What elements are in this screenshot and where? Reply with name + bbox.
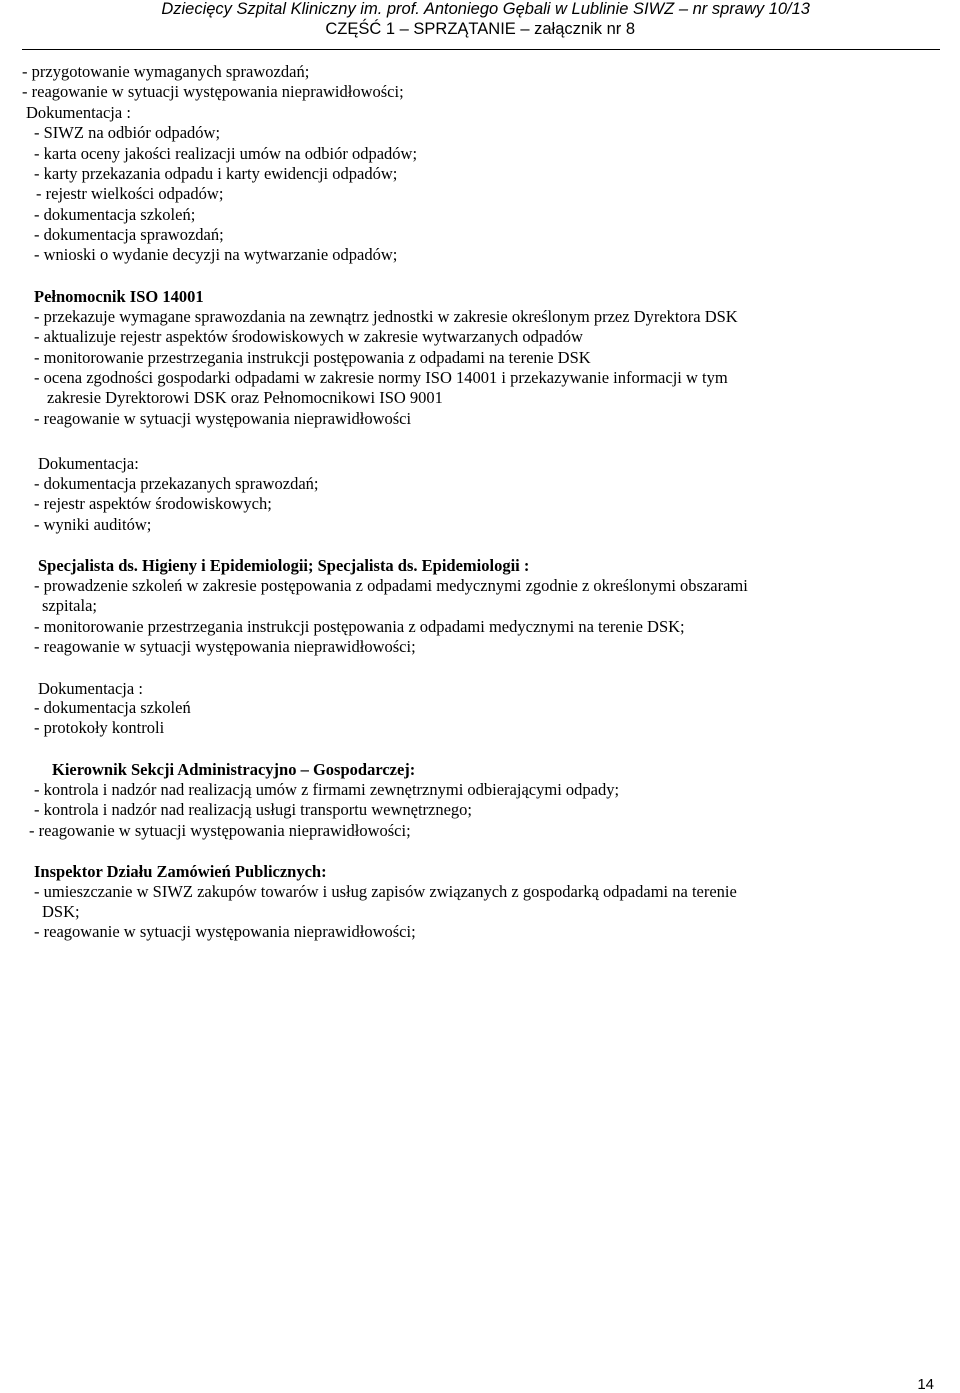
text-line: - karta oceny jakości realizacji umów na odbiór odpadów; <box>34 144 418 163</box>
text-line: - protokoły kontroli <box>34 718 165 737</box>
text-line: - SIWZ na odbiór odpadów; <box>34 123 221 142</box>
text-line: - monitorowanie przestrzegania instrukcji postępowania z odpadami na terenie DSK <box>34 348 591 367</box>
text-line: - reagowanie w sytuacji występowania nieprawidłowości; <box>22 82 404 101</box>
text-line: - prowadzenie szkoleń w zakresie postępowania z odpadami medycznymi zgodnie z określonymi obszarami <box>34 576 748 595</box>
text-line: - monitorowanie przestrzegania instrukcji postępowania z odpadami medycznymi na terenie DSK; <box>34 617 685 636</box>
text-line: - kontrola i nadzór nad realizacją umów z firmami zewnętrznymi odbierającymi odpady; <box>34 780 620 799</box>
text-line: - dokumentacja szkoleń <box>34 698 191 717</box>
text-line: - dokumentacja sprawozdań; <box>34 225 224 244</box>
section-label: Dokumentacja : <box>26 103 131 122</box>
section-heading: Pełnomocnik ISO 14001 <box>34 287 204 306</box>
header-title: Dziecięcy Szpital Kliniczny im. prof. Antoniego Gębali w Lublinie SIWZ – nr sprawy 10/13 <box>161 0 810 18</box>
text-line: - umieszczanie w SIWZ zakupów towarów i usług zapisów związanych z gospodarką odpadami na terenie <box>34 882 737 901</box>
text-line: - ocena zgodności gospodarki odpadami w zakresie normy ISO 14001 i przekazywanie informacji w tym <box>34 368 728 387</box>
section-heading: Specjalista ds. Higieny i Epidemiologii; Specjalista ds. Epidemiologii : <box>38 556 530 575</box>
text-line: - karty przekazania odpadu i karty ewidencji odpadów; <box>34 164 398 183</box>
text-line: - przygotowanie wymaganych sprawozdań; <box>22 62 310 81</box>
text-line: - kontrola i nadzór nad realizacją usługi transportu wewnętrznego; <box>34 800 472 819</box>
text-line: - aktualizuje rejestr aspektów środowiskowych w zakresie wytwarzanych odpadów <box>34 327 583 346</box>
page-number: 14 <box>917 1376 934 1393</box>
text-line: - wnioski o wydanie decyzji na wytwarzanie odpadów; <box>34 245 398 264</box>
section-heading: Inspektor Działu Zamówień Publicznych: <box>34 862 327 881</box>
text-line: szpitala; <box>42 596 97 615</box>
section-label: Dokumentacja : <box>38 679 143 698</box>
section-heading: Kierownik Sekcji Administracyjno – Gospodarczej: <box>52 760 416 779</box>
header-rule <box>22 49 940 50</box>
text-line: - wyniki auditów; <box>34 515 152 534</box>
text-line: - dokumentacja szkoleń; <box>34 205 196 224</box>
text-line: - reagowanie w sytuacji występowania nieprawidłowości <box>34 409 412 428</box>
text-line: - rejestr wielkości odpadów; <box>36 184 224 203</box>
text-line: - przekazuje wymagane sprawozdania na zewnątrz jednostki w zakresie określonym przez Dyrektora DSK <box>34 307 738 326</box>
text-line: zakresie Dyrektorowi DSK oraz Pełnomocnikowi ISO 9001 <box>47 388 443 407</box>
text-line: DSK; <box>42 902 80 921</box>
page-header <box>0 0 960 48</box>
header-subtitle: CZĘŚĆ 1 – SPRZĄTANIE – załącznik nr 8 <box>325 20 635 38</box>
text-line: - rejestr aspektów środowiskowych; <box>34 494 272 513</box>
text-line: - reagowanie w sytuacji występowania nieprawidłowości; <box>34 922 416 941</box>
section-label: Dokumentacja: <box>38 454 139 473</box>
text-line: - reagowanie w sytuacji występowania nieprawidłowości; <box>29 821 411 840</box>
text-line: - dokumentacja przekazanych sprawozdań; <box>34 474 319 493</box>
text-line: - reagowanie w sytuacji występowania nieprawidłowości; <box>34 637 416 656</box>
